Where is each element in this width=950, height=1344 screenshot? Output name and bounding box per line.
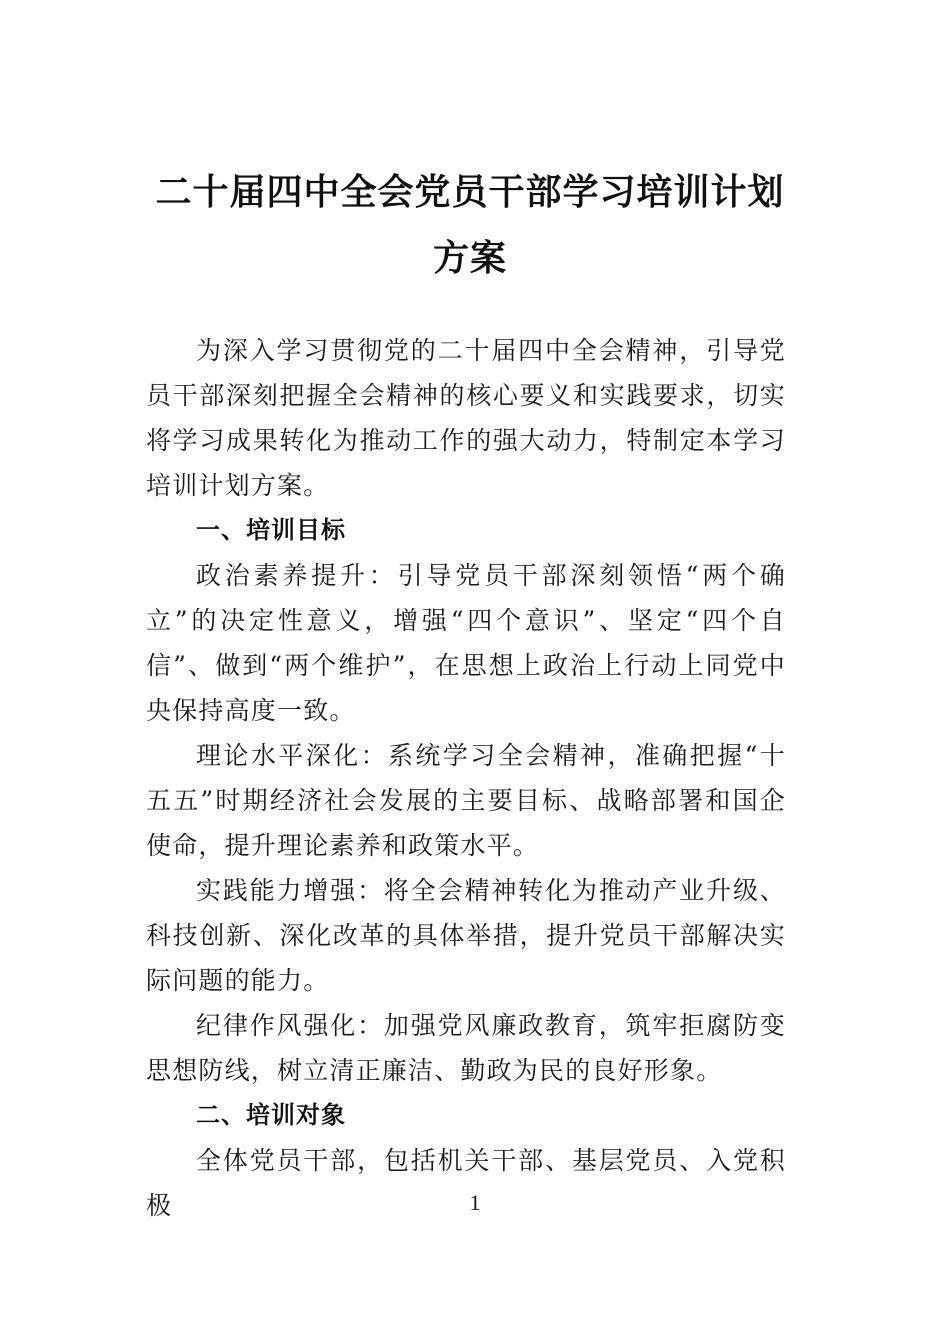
goal-theory-level: 理论水平深化：系统学习全会精神，准确把握“十五五”时期经济社会发展的主要目标、战略部署和国企使命，提升理论素养和政策水平。 — [146, 741, 786, 860]
intro-paragraph: 为深入学习贯彻党的二十届四中全会精神，引导党员干部深刻把握全会精神的核心要义和实践要求，切实将学习成果转化为推动工作的强大动力，特制定本学习培训计划方案。 — [146, 336, 786, 500]
document-body — [146, 328, 786, 1228]
training-targets-paragraph: 全体党员干部，包括机关干部、基层党员、入党积极 — [146, 1146, 786, 1220]
goal-practical-ability: 实践能力增强：将全会精神转化为推动产业升级、科技创新、深化改革的具体举措，提升党员干部解决实际问题的能力。 — [146, 876, 786, 995]
section-heading-training-targets: 二、培训对象 — [196, 1101, 346, 1129]
page-number: 1 — [469, 1190, 481, 1215]
goal-discipline-style: 纪律作风强化：加强党风廉政教育，筑牢拒腐防变思想防线，树立清正廉洁、勤政为民的良好形象。 — [146, 1011, 786, 1085]
goal-political-literacy: 政治素养提升：引导党员干部深刻领悟“两个确立”的决定性意义，增强“四个意识”、坚定“四个自信”、做到“两个维护”，在思想上政治上行动上同党中央保持高度一致。 — [146, 561, 786, 725]
section-heading-training-goals: 一、培训目标 — [196, 516, 346, 544]
document-title: 二十届四中全会党员干部学习培训计划方案 — [155, 172, 785, 279]
